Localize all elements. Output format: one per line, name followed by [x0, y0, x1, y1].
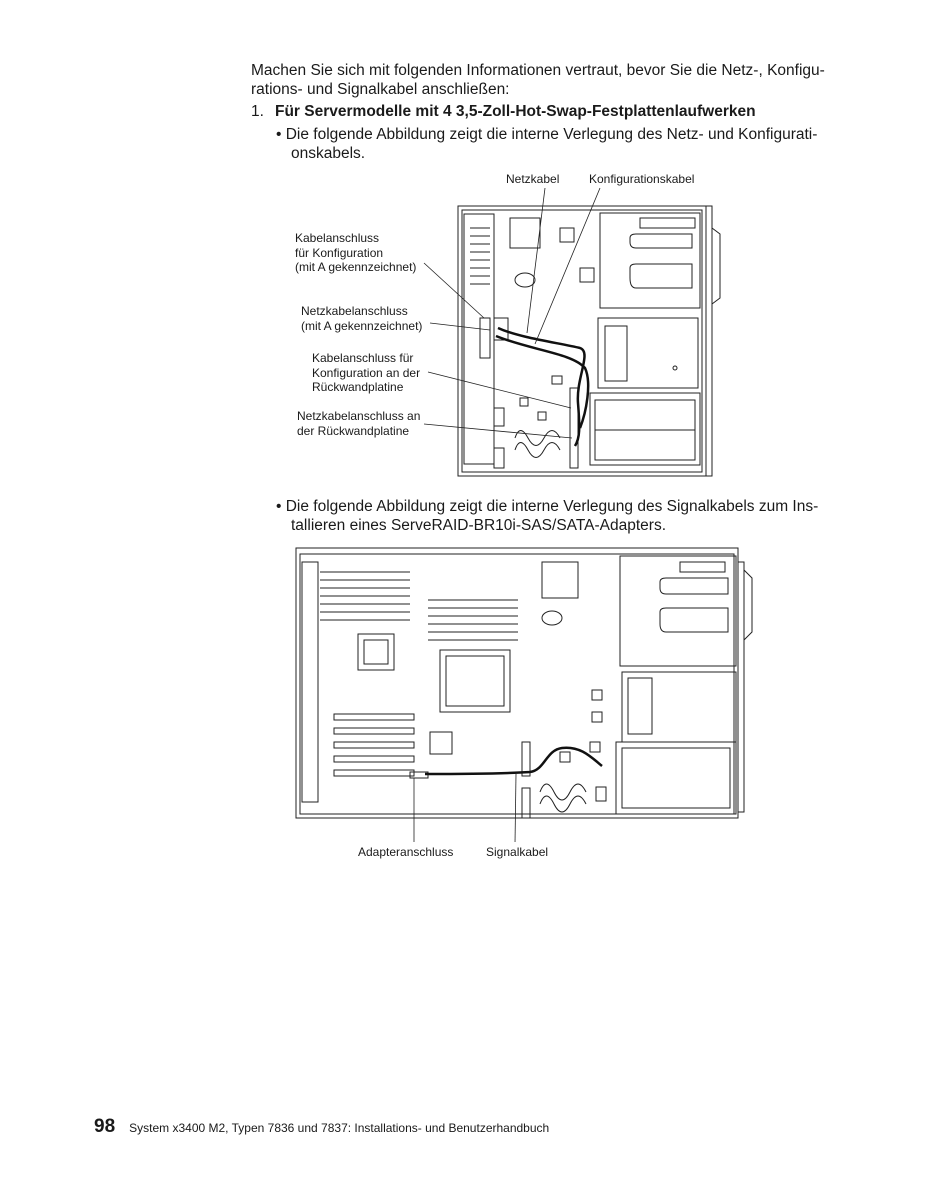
callout-netzkabelanschluss: Netzkabelanschluss (mit A gekennzeichnet): [301, 304, 423, 333]
config-cable-route: [496, 336, 588, 428]
chassis-outline: [458, 206, 706, 476]
callout-netzkabelanschluss-rueckwandplatine: Netzkabelanschluss an der Rückwandplatine: [297, 409, 421, 438]
step-title: Für Servermodelle mit 4 3,5-Zoll-Hot-Swap-Festplattenlaufwerken: [275, 103, 756, 120]
power-cable-route: [498, 328, 585, 446]
intro-paragraph: Machen Sie sich mit folgenden Informationen vertraut, bevor Sie die Netz-, Konfigu- rations- und Signalkabel anschließen:: [251, 62, 825, 98]
figure-cable-routing-power-config: [280, 168, 760, 488]
step-number: 1.: [251, 103, 264, 120]
callout-konfigurationskabel: Konfigurationskabel: [589, 172, 695, 186]
callout-netzkabel: Netzkabel: [506, 172, 560, 186]
callout-kabelanschluss-rueckwandplatine: Kabelanschluss für Konfiguration an der Rückwandplatine: [312, 351, 421, 394]
page-number: 98: [94, 1116, 116, 1137]
figure-signal-cable-routing: [290, 542, 770, 867]
footer-title: System x3400 M2, Typen 7836 und 7837: Installations- und Benutzerhandbuch: [129, 1121, 550, 1135]
bullet-item-2: • Die folgende Abbildung zeigt die interne Verlegung des Signalkabels zum Ins- tallieren eines ServeRAID-BR10i-SAS/SATA-Adapters.: [276, 498, 819, 534]
step-heading: [251, 102, 841, 121]
callout-kabelanschluss-konfiguration: Kabelanschluss für Konfiguration (mit A gekennzeichnet): [295, 231, 417, 274]
page-footer: [94, 1116, 549, 1138]
callout-adapteranschluss: Adapteranschluss: [358, 845, 454, 859]
callout-signalkabel: Signalkabel: [486, 845, 549, 859]
bullet-item-1: • Die folgende Abbildung zeigt die interne Verlegung des Netz- und Konfigurati- onskabels.: [276, 126, 818, 162]
figure2-drawing: [290, 542, 770, 842]
